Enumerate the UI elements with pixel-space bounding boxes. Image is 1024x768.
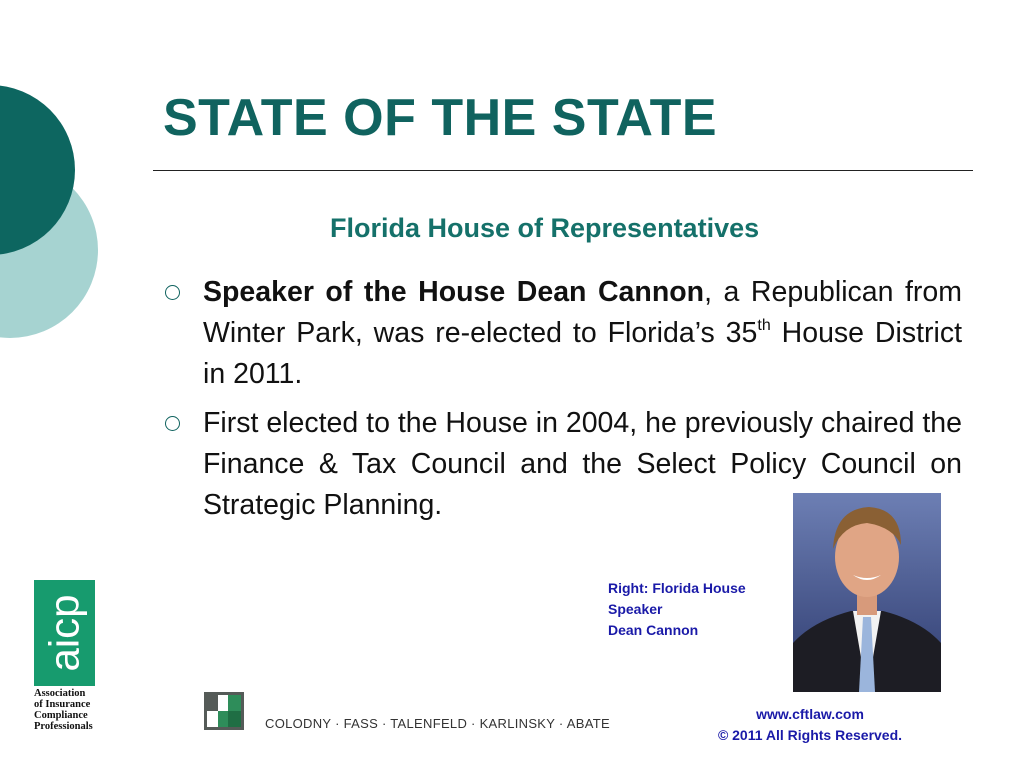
website-link[interactable]: www.cftlaw.com — [756, 706, 864, 722]
portrait-photo — [793, 493, 941, 692]
slide-subtitle: Florida House of Representatives — [330, 213, 760, 243]
photo-caption — [608, 578, 746, 641]
bullet-bold-text: Speaker of the House Dean Cannon — [203, 276, 705, 308]
bullet-text: First elected to the House in 2004, he previously chaired the Finance & Tax Council and the Select Policy Council on Strategic Planning. — [203, 407, 962, 521]
bullet-text: , a Republican from Winter Park, was re-elected to Florida’s 35 — [203, 276, 963, 349]
aicp-name-line: of Insurance — [34, 699, 91, 710]
caption-line: Dean Cannon — [608, 622, 699, 638]
footer — [690, 704, 930, 746]
aicp-name-line: Professionals — [34, 721, 93, 732]
title-divider — [153, 170, 973, 171]
caption-line: Right: Florida House — [608, 580, 746, 596]
firm-logo-icon — [204, 692, 244, 730]
aicp-name-line: Association — [34, 688, 86, 699]
decorative-circles — [0, 0, 110, 400]
hollow-circle-bullet-icon — [165, 416, 180, 431]
bullet-item — [165, 272, 962, 395]
bullet-text-tail: House District in 2011. — [203, 317, 963, 390]
firm-name: COLODNY · FASS · TALENFELD · KARLINSKY · ABATE — [265, 716, 610, 731]
aicp-name-line: Compliance — [34, 710, 88, 721]
caption-line: Speaker — [608, 601, 663, 617]
copyright-text: © 2011 All Rights Reserved. — [717, 727, 903, 743]
aicp-name — [34, 688, 93, 732]
slide-title: STATE OF THE STATE — [163, 89, 718, 147]
aicp-logo-text: aicp — [40, 594, 88, 672]
hollow-circle-bullet-icon — [165, 285, 180, 300]
aicp-logo — [34, 580, 95, 686]
ordinal-suffix: th — [757, 317, 771, 334]
